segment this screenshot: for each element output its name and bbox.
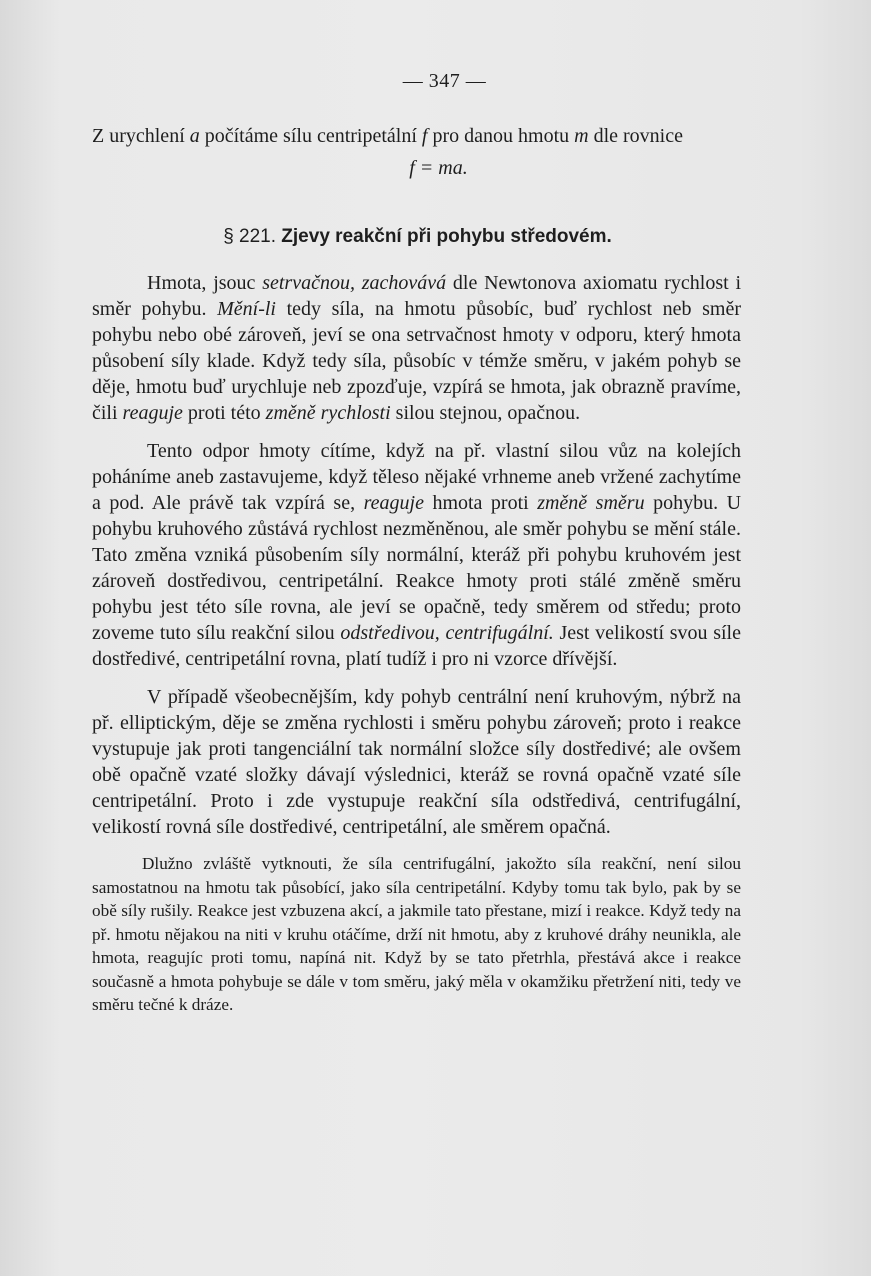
formula-text: f = ma.	[409, 157, 468, 179]
p2-emph-1: reaguje	[363, 492, 424, 514]
paragraph-2	[92, 438, 741, 672]
intro-text-2: počítáme sílu centripetální	[199, 125, 422, 147]
p1-emph-3: reaguje	[122, 402, 183, 424]
symbol-m: m	[574, 125, 589, 147]
p1-text-1: Hmota, jsouc	[147, 272, 263, 294]
intro-text-4: dle rovnice	[588, 125, 683, 147]
page-number: — 347 —	[402, 70, 487, 92]
p1-text-3: tedy síla, na hmotu působíc, buď rychlost neb směr pohybu nebo obé zároveň, jeví se ona setrvačnost hmoty v odporu, který hmota působení síly klade. Když tedy síla, působíc v témže směru, v jakém pohyb se děje, hmotu buď urychluje neb zpozďuje, vzpírá se hmota, jak obrazně pravíme, čili	[92, 298, 741, 424]
p1-emph-1: setrvačnou, zachovává	[262, 272, 447, 294]
p1-text-4: proti této	[182, 402, 266, 424]
formula	[92, 157, 741, 180]
p1-text-2: dle Newtonova axiomatu rychlost i směr pohybu.	[92, 272, 741, 320]
p2-text-1: Tento odpor hmoty cítíme, když na př. vlastní silou vůz na kolejích poháníme aneb zastavujeme, když těleso nějaké vrhneme aneb vržené zachytíme a pod. Ale právě tak vzpírá se,	[92, 440, 741, 514]
p2-text-3: pohybu. U pohybu kruhového zůstává rychlost nezměněnou, ale směr pohybu se mění stále. Tato změna vzniká působením síly normální, kteráž při pohybu kruhovém jest zároveň dostředivou, centripetální. Reakce hmoty proti stálé změně směru pohybu jest této síle rovna, ale jeví se opačně, tedy směrem od středu; proto zoveme tuto sílu reakční silou	[92, 492, 742, 644]
symbol-f: f	[421, 125, 428, 147]
paragraph-1	[92, 270, 741, 426]
footnote-paragraph: Dlužno zvláště vytknouti, že síla centrifugální, jakožto síla reakční, není silou samostatnou na hmotu tak působící, jako síla centripetální. Kdyby tomu tak bylo, pak by se obě síly rušily. Reakce jest vzbuzena akcí, a jakmile tato přestane, mizí i reakce. Když tedy na př. hmotu nějakou na niti v kruhu otáčíme, drží nit hmotu, aby z kruhové dráhy neunikla, ale hmota, reagujíc proti tomu, napíná nit. Když by se tato přetrhla, přestává akce i reakce současně a hmota pohybuje se dále v tom směru, jaký měla v okamžiku přetržení niti, tedy ve směru tečné k dráze.	[92, 854, 741, 1014]
intro-text-1: Z urychlení	[92, 125, 190, 147]
symbol-a: a	[189, 125, 200, 147]
section-title: Zjevy reakční při pohybu středovém.	[281, 226, 612, 247]
section-mark: § 221.	[223, 226, 282, 247]
p1-emph-4: změně rychlosti	[265, 402, 391, 424]
p2-text-2: hmota proti	[423, 492, 538, 514]
section-heading	[92, 226, 741, 248]
paragraph-3: V případě všeobecnějším, kdy pohyb centrální není kruhovým, nýbrž na př. elliptickým, děje se změna rychlosti i směru pohybu zároveň; proto i reakce vystupuje jak proti tangenciální tak normální složce síly dostředivé; ale ovšem obě opačně vzaté složky dávají výslednici, kteráž se rovná opačně vzaté síle centripetální. Proto i zde vystupuje reakční síla odstředivá, centrifugální, velikostí rovná síle dostředivé, centripetální, ale směrem opačná.	[92, 686, 741, 838]
intro-paragraph	[92, 123, 741, 149]
p2-emph-2: změně směru	[537, 492, 645, 514]
p2-emph-3: odstředivou, centrifugální.	[340, 622, 554, 644]
p1-emph-2: Mění-li	[217, 298, 276, 320]
p2-text-4: Jest velikostí svou síle dostředivé, centripetální rovna, platí tudíž i pro ni vzorce dřívější.	[92, 622, 741, 670]
p1-text-5: silou stejnou, opačnou.	[390, 402, 581, 424]
intro-text-3: pro danou hmotu	[427, 125, 575, 147]
